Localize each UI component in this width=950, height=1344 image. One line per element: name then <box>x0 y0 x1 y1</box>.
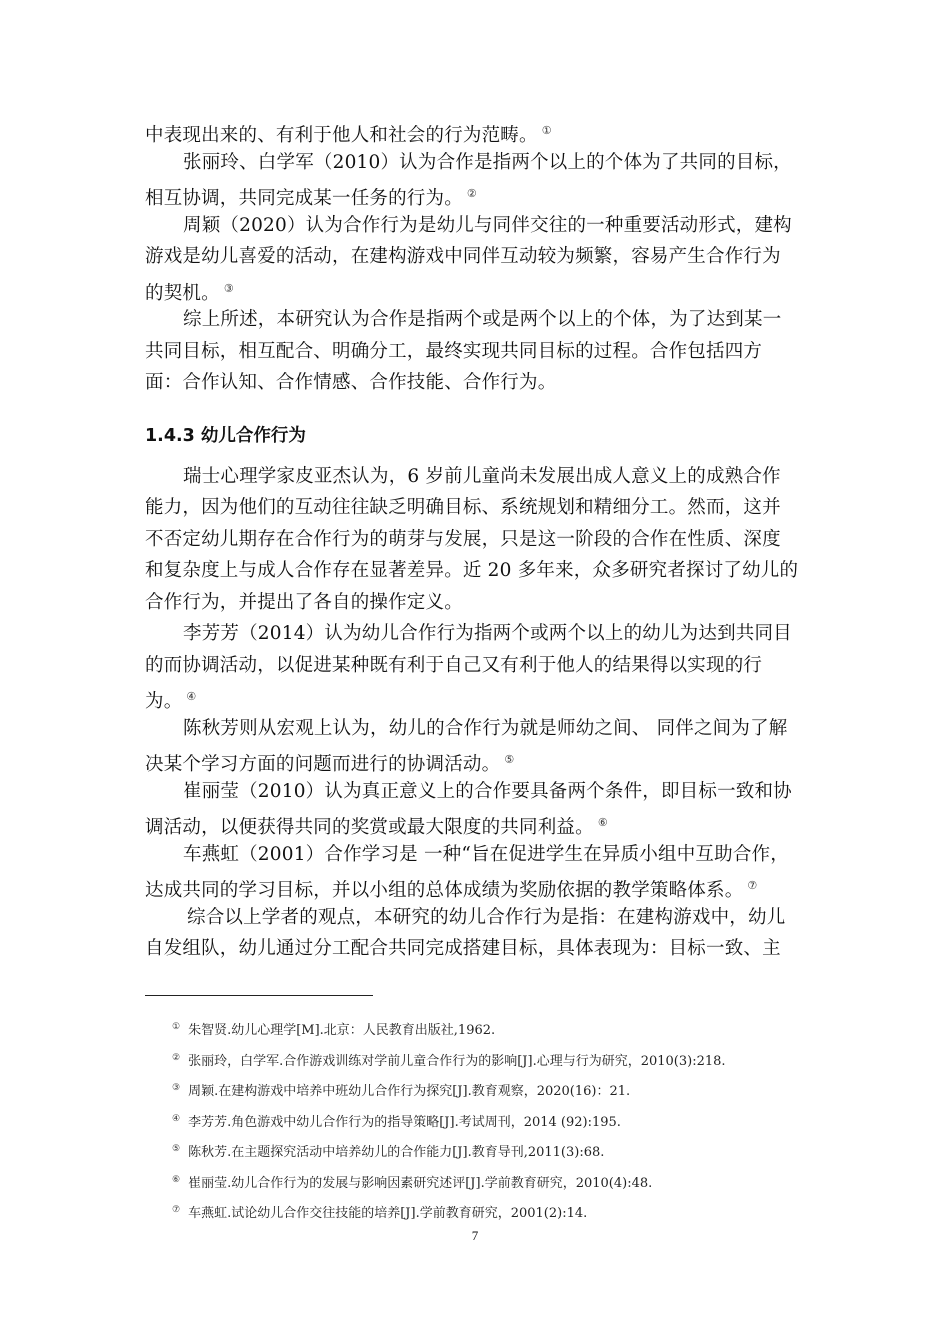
text: 自发组队，幼儿通过分工配合共同完成搭建目标，具体表现为：目标一致、主 <box>145 938 781 959</box>
footnote-item <box>172 1134 812 1165</box>
footnote-mark: ③ <box>172 1083 181 1093</box>
footnote-ref[interactable]: ⑤ <box>504 753 515 766</box>
paragraph-line <box>145 555 813 587</box>
page-number: 7 <box>471 1228 479 1243</box>
text: 综合以上学者的观点，本研究的幼儿合作行为是指：在建构游戏中，幼儿 <box>187 906 786 928</box>
footnote-item <box>172 1165 812 1196</box>
text: 张丽玲、白学军（2010）认为合作是指两个以上的个体为了共同的目标， <box>183 151 792 173</box>
footnote-text: 车燕虹.试论幼儿合作交往技能的培养[J].学前教育研究，2001(2):14. <box>188 1206 588 1221</box>
text: 为。 <box>145 691 183 712</box>
footnote-item <box>172 1104 812 1135</box>
text: 的而协调活动，以促进某种既有利于自己又有利于他人的结果得以实现的行 <box>145 654 763 676</box>
footnote-mark: ④ <box>172 1113 181 1124</box>
footnote-ref[interactable]: ④ <box>186 690 197 703</box>
paragraph-line <box>145 902 813 934</box>
footnote-mark: ① <box>172 1022 181 1032</box>
footnote-mark: ⑥ <box>172 1174 181 1185</box>
footnote-text: 张丽玲，白学军.合作游戏训练对学前儿童合作行为的影响[J].心理与行为研究，2010(3):218. <box>188 1053 726 1069</box>
text: 调活动，以便获得共同的奖赏或最大限度的共同利益。 <box>145 817 594 838</box>
text: 不否定幼儿期存在合作行为的萌芽与发展，只是这一阶段的合作在性质、深度 <box>145 528 781 550</box>
text: 李芳芳（2014）认为幼儿合作行为指两个或两个以上的幼儿为达到共同目 <box>183 623 792 644</box>
paragraph-line <box>145 933 813 965</box>
paragraph-line <box>145 713 813 745</box>
footnote-ref[interactable]: ⑦ <box>747 879 758 892</box>
paragraph-line <box>145 744 813 776</box>
footnote-separator <box>145 995 373 996</box>
paragraph-line <box>145 304 813 336</box>
paragraph-line <box>145 461 813 493</box>
paragraph-line <box>145 115 813 147</box>
paragraph-line <box>145 241 813 273</box>
paragraph-line <box>145 587 813 619</box>
body-text <box>145 115 813 965</box>
footnotes <box>172 1012 812 1226</box>
text: 游戏是幼儿喜爱的活动，在建构游戏中同伴互动较为频繁，容易产生合作行为 <box>145 246 781 267</box>
paragraph-line <box>145 807 813 839</box>
paragraph-line <box>145 492 813 524</box>
paragraph-line <box>145 367 813 399</box>
text: 和复杂度上与成人合作存在显著差异。近 20 多年来，众多研究者探讨了幼儿的 <box>145 560 799 581</box>
footnote-ref[interactable]: ③ <box>223 281 234 295</box>
text: 合作行为，并提出了各自的操作定义。 <box>145 591 463 613</box>
paragraph-line <box>145 210 813 242</box>
text: 陈秋芳则从宏观上认为，幼儿的合作行为就是师幼之间、 同伴之间为了解 <box>183 717 788 739</box>
text: 的契机。 <box>145 282 220 304</box>
text: 周颖（2020）认为合作行为是幼儿与同伴交往的一种重要活动形式，建构 <box>183 214 792 236</box>
footnote-ref[interactable]: ⑥ <box>597 816 608 829</box>
paragraph-line <box>145 870 813 902</box>
footnote-text: 朱智贤.幼儿心理学[M].北京：人民教育出版社,1962. <box>188 1023 496 1038</box>
text: 中表现出来的、有利于他人和社会的行为范畴。 <box>145 125 538 146</box>
paragraph-line <box>145 681 813 713</box>
text: 决某个学习方面的问题而进行的协调活动。 <box>145 754 501 775</box>
text: 综上所述，本研究认为合作是指两个或是两个以上的个体，为了达到某一 <box>183 309 782 330</box>
footnote-mark: ② <box>172 1052 181 1063</box>
text: 瑞士心理学家皮亚杰认为，6 岁前儿童尚未发展出成人意义上的成熟合作 <box>183 465 781 487</box>
paragraph-line <box>145 776 813 808</box>
footnote-text: 周颖.在建构游戏中培养中班幼儿合作行为探究[J].教育观察，2020(16)：21. <box>188 1084 631 1099</box>
text: 能力，因为他们的互动往往缺乏明确目标、系统规划和精细分工。然而，这并 <box>145 497 781 518</box>
paragraph-line <box>145 618 813 650</box>
text: 车燕虹（2001）合作学习是 一种“旨在促进学生在异质小组中互助合作， <box>183 843 789 865</box>
paragraph-line <box>145 147 813 179</box>
section-heading: 1.4.3 幼儿合作行为 <box>145 425 306 446</box>
footnote-item <box>172 1073 812 1104</box>
text: 相互协调，共同完成某一任务的行为。 <box>145 188 463 209</box>
footnote-mark: ⑤ <box>172 1144 181 1154</box>
paragraph-line <box>145 178 813 210</box>
paragraph-line <box>145 650 813 682</box>
paragraph-line <box>145 839 813 871</box>
footnote-text: 李芳芳.角色游戏中幼儿合作行为的指导策略[J].考试周刊，2014 (92):195. <box>188 1114 621 1130</box>
footnote-ref[interactable]: ① <box>541 124 552 137</box>
paragraph-line <box>145 273 813 305</box>
paragraph-line <box>145 524 813 556</box>
text: 面：合作认知、合作情感、合作技能、合作行为。 <box>145 372 557 393</box>
footnote-text: 陈秋芳.在主题探究活动中培养幼儿的合作能力[J].教育导刊,2011(3):68. <box>188 1145 605 1160</box>
text: 共同目标，相互配合、明确分工，最终实现共同目标的过程。合作包括四方 <box>145 340 763 362</box>
footnote-item <box>172 1195 812 1226</box>
footnote-mark: ⑦ <box>172 1205 181 1215</box>
paragraph-line <box>145 336 813 368</box>
text: 达成共同的学习目标，并以小组的总体成绩为奖励依据的教学策略体系。 <box>145 880 744 901</box>
footnote-item <box>172 1012 812 1043</box>
text: 崔丽莹（2010）认为真正意义上的合作要具备两个条件，即目标一致和协 <box>183 780 792 802</box>
footnote-text: 崔丽莹.幼儿合作行为的发展与影响因素研究述评[J].学前教育研究，2010(4):48. <box>188 1175 653 1191</box>
footnote-ref[interactable]: ② <box>466 187 477 200</box>
footnote-item <box>172 1043 812 1074</box>
